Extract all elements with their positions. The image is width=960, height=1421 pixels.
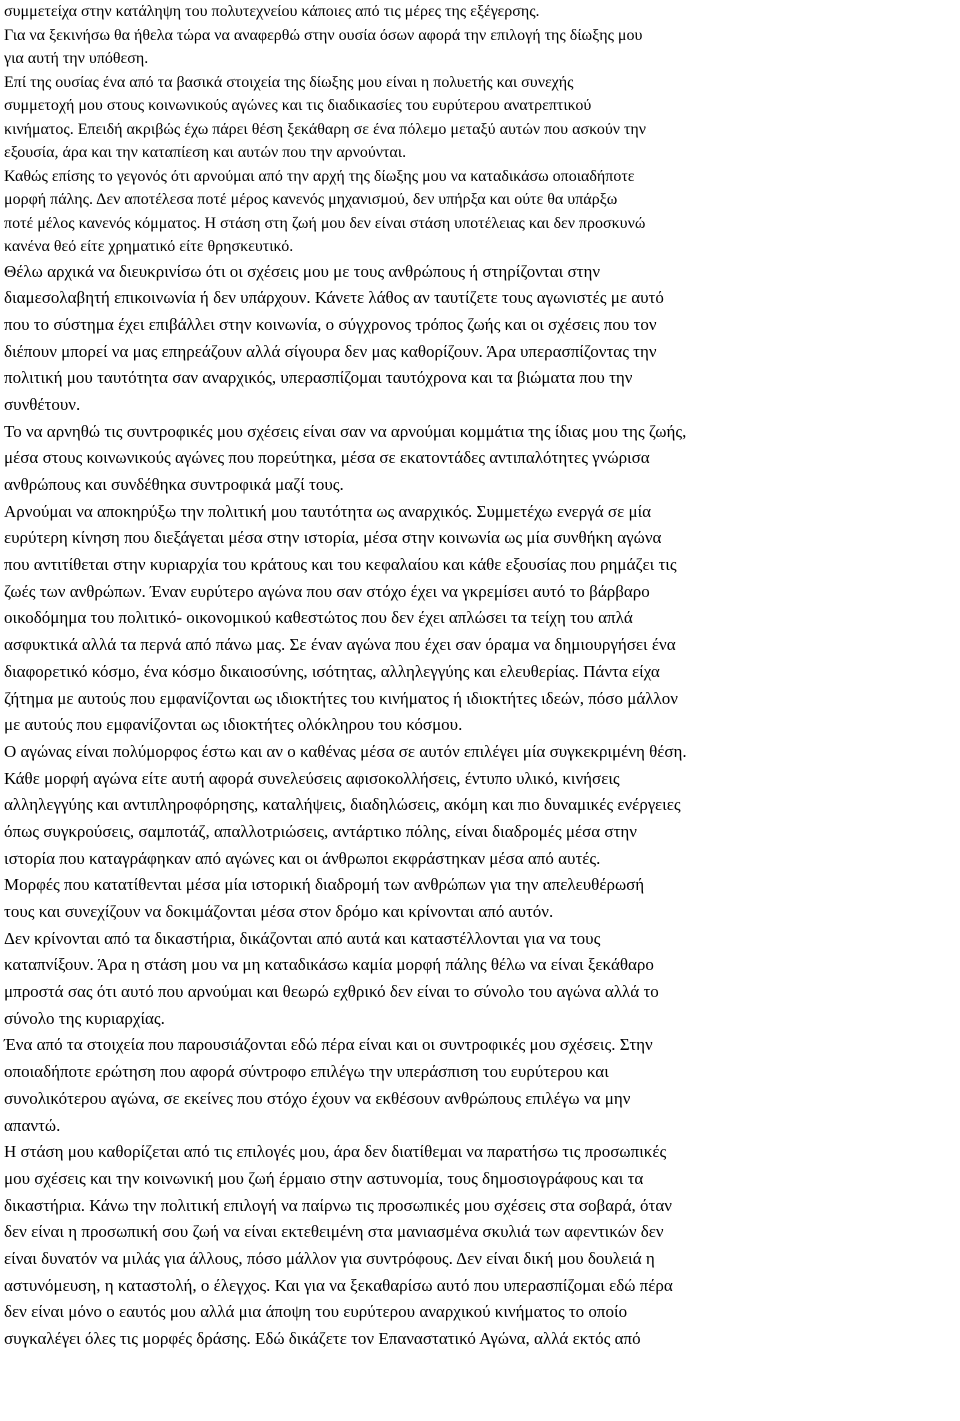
text-line: ζήτημα με αυτούς που εμφανίζονται ως ιδιοκτήτες του κινήματος ή ιδιοκτήτες ιδεών, πόσο μάλλον	[4, 688, 678, 708]
text-line: Θέλω αρχικά να διευκρινίσω ότι οι σχέσεις μου με τους ανθρώπους ή στηρίζονται στην	[4, 261, 601, 281]
text-line: τους και συνεχίζουν να δοκιμάζονται μέσα στον δρόμο και κρίνονται από αυτόν.	[4, 902, 554, 921]
document-page	[4, 0, 956, 1353]
text-line: οποιαδήποτε ερώτηση που αφορά σύντροφο επιλέγω την υπεράσπιση του ευρύτερου και	[4, 1062, 609, 1082]
text-line: Μορφές που κατατίθενται μέσα μία ιστορική διαδρομή των ανθρώπων για την απελευθέρωσή	[4, 875, 645, 895]
text-line: Δεν κρίνονται από τα δικαστήρια, δικάζονται από αυτά και καταστέλλονται για να τους	[4, 928, 601, 948]
text-line: εξουσία, άρα και την καταπίεση και αυτών που την αρνούνται.	[4, 144, 407, 161]
text-line: πολιτική μου ταυτότητα σαν αναρχικός, υπερασπίζομαι ταυτόχρονα και τα βιώματα που την	[4, 368, 633, 388]
text-line: ποτέ μέλος κανενός κόμματος. Η στάση στη ζωή μου δεν είναι στάση υποτέλειας και δεν προσκυνώ	[4, 214, 646, 232]
text-line: συμμετοχή μου στους κοινωνικούς αγώνες και τις διαδικασίες του ευρύτερου ανατρεπτικού	[4, 97, 592, 114]
text-line: αλληλεγγύης και αντιπληροφόρησης, καταλήψεις, διαδηλώσεις, ακόμη και πιο δυναμικές ενέργειες	[4, 795, 681, 815]
text-line: ευρύτερη κίνηση που διεξάγεται μέσα στην ιστορία, μέσα στην κοινωνία ως μία συνθήκη αγώνα	[4, 528, 662, 548]
text-line: Η στάση μου καθορίζεται από τις επιλογές μου, άρα δεν διατίθεμαι να παρατήσω τις προσωπικές	[4, 1142, 667, 1162]
text-line: δεν είναι μόνο ο εαυτός μου αλλά μια άποψη του ευρύτερου αναρχικού κινήματος το οποίο	[4, 1302, 628, 1322]
text-line: Επί της ουσίας ένα από τα βασικά στοιχεία της δίωξης μου είναι η πολυετής και συνεχής	[4, 73, 574, 91]
text-line: Ο αγώνας είναι πολύμορφος έστω και αν ο καθένας μέσα σε αυτόν επιλέγει μία συγκεκριμένη θέση.	[4, 741, 687, 761]
text-line: ιστορία που καταγράφηκαν από αγώνες και οι άνθρωποι εκφράστηκαν μέσα από αυτές.	[4, 848, 601, 868]
text-line: δεν είναι η προσωπική σου ζωή να είναι εκτεθειμένη στα μανιασμένα σκυλιά των αφεντικών δεν	[4, 1222, 664, 1242]
text-line: μπροστά σας ότι αυτό που αρνούμαι και θεωρώ εχθρικό δεν είναι το σύνολο του αγώνα αλλά το	[4, 982, 659, 1002]
text-line: ζωές των ανθρώπων. Έναν ευρύτερο αγώνα που σαν στόχο έχει να γκρεμίσει αυτό το βάρβαρο	[4, 581, 650, 601]
text-line: κανένα θεό είτε χρηματικό είτε θρησκευτικό.	[4, 238, 294, 255]
text-line: διαφορετικό κόσμο, ένα κόσμο δικαιοσύνης, ισότητας, αλληλεγγύης και ελευθερίας. Πάντα είχα	[4, 661, 660, 681]
text-line: συμμετείχα στην κατάληψη του πολυτεχνείου κάποιες από τις μέρες της εξέγερσης.	[4, 3, 540, 20]
text-line: όπως συγκρούσεις, σαμποτάζ, απαλλοτριώσεις, αντάρτικο πόλης, είναι διαδρομές μέσα στην	[4, 821, 637, 841]
text-line: διέπουν μπορεί να μας επηρεάζουν αλλά σίγουρα δεν μας καθορίζουν. Άρα υπερασπίζοντας την	[4, 341, 657, 361]
text-line: που αντιτίθεται στην κυριαρχία του κράτους και του κεφαλαίου και κάθε εξουσίας που ρημάζει τις	[4, 555, 677, 575]
text-line: συνολικότερου αγώνα, σε εκείνες που στόχο έχουν να εκθέσουν ανθρώπους επιλέγω να μην	[4, 1088, 631, 1108]
text-line: κινήματος. Επειδή ακριβώς έχω πάρει θέση ξεκάθαρη σε ένα πόλεμο μεταξύ αυτών που ασκούν την	[4, 120, 646, 138]
text-line: απαντώ.	[4, 1115, 61, 1135]
text-line: μου σχέσεις και την κοινωνική μου ζωή έρμαιο στην αστυνομία, τους δημοσιογράφους και τα	[4, 1168, 644, 1188]
text-line: είναι δυνατόν να μιλάς για άλλους, πόσο μάλλον για συντρόφους. Δεν είναι δική μου δουλειά η	[4, 1248, 655, 1268]
text-line: ασφυκτικά αλλά τα περνά από πάνω μας. Σε έναν αγώνα που έχει σαν όραμα να δημιουργήσει ένα	[4, 635, 676, 655]
paragraph-block-1	[4, 0, 956, 259]
text-line: οικοδόμημα του πολιτικό- οικονομικού καθεστώτος που δεν έχει απλώσει τα τείχη του απλά	[4, 608, 633, 628]
text-line: δικαστήρια. Κάνω την πολιτική επιλογή να παίρνω τις προσωπικές μου σχέσεις στα σοβαρά, όταν	[4, 1195, 672, 1215]
text-line: Αρνούμαι να αποκηρύξω την πολιτική μου ταυτότητα ως αναρχικός. Συμμετέχω ενεργά σε μία	[4, 501, 652, 521]
text-line: Το να αρνηθώ τις συντροφικές μου σχέσεις είναι σαν να αρνούμαι κομμάτια της ίδιας μου της ζωής,	[4, 421, 687, 441]
text-line: συγκαλέγει όλες τις μορφές δράσης. Εδώ δικάζετε τον Επαναστατικό Αγώνα, αλλά εκτός από	[4, 1329, 641, 1348]
text-line: με αυτούς που εμφανίζονται ως ιδιοκτήτες ολόκληρου του κόσμου.	[4, 715, 463, 735]
text-line: Καθώς επίσης το γεγονός ότι αρνούμαι από την αρχή της δίωξης μου να καταδικάσω οποιαδήποτε	[4, 167, 635, 185]
text-line: σύνολο της κυριαρχίας.	[4, 1008, 165, 1028]
text-line: Κάθε μορφή αγώνα είτε αυτή αφορά συνελεύσεις αφισοκολλήσεις, έντυπο υλικό, κινήσεις	[4, 768, 620, 788]
text-line: μορφή πάλης. Δεν αποτέλεσα ποτέ μέρος κανενός μηχανισμού, δεν υπήρξα και ούτε θα υπάρξω	[4, 191, 618, 208]
text-line: συνθέτουν.	[4, 394, 81, 414]
text-line: που το σύστημα έχει επιβάλλει στην κοινωνία, ο σύγχρονος τρόπος ζωής και οι σχέσεις που τον	[4, 314, 657, 334]
text-line: αστυνόμευση, η καταστολή, ο έλεγχος. Και για να ξεκαθαρίσω αυτό που υπερασπίζομαι εδώ πέρα	[4, 1275, 673, 1295]
text-line: καταπνίξουν. Άρα η στάση μου να μη καταδικάσω καμία μορφή πάλης θέλω να είναι ξεκάθαρο	[4, 955, 654, 975]
text-line: ανθρώπους και συνδέθηκα συντροφικά μαζί τους.	[4, 475, 344, 494]
text-line: Για να ξεκινήσω θα ήθελα τώρα να αναφερθώ στην ουσία όσων αφορά την επιλογή της δίωξης μου	[4, 26, 643, 44]
text-line: μέσα στους κοινωνικούς αγώνες που πορεύτηκα, μέσα σε εκατοντάδες αντιπαλότητες γνώρισα	[4, 448, 650, 468]
text-line: Ένα από τα στοιχεία που παρουσιάζονται εδώ πέρα είναι και οι συντροφικές μου σχέσεις. Στην	[4, 1035, 653, 1055]
paragraph-block-2	[4, 259, 956, 1353]
text-line: διαμεσολαβητή επικοινωνία ή δεν υπάρχουν. Κάνετε λάθος αν ταυτίζετε τους αγωνιστές με αυτό	[4, 288, 664, 308]
text-line: για αυτή την υπόθεση.	[4, 50, 149, 67]
